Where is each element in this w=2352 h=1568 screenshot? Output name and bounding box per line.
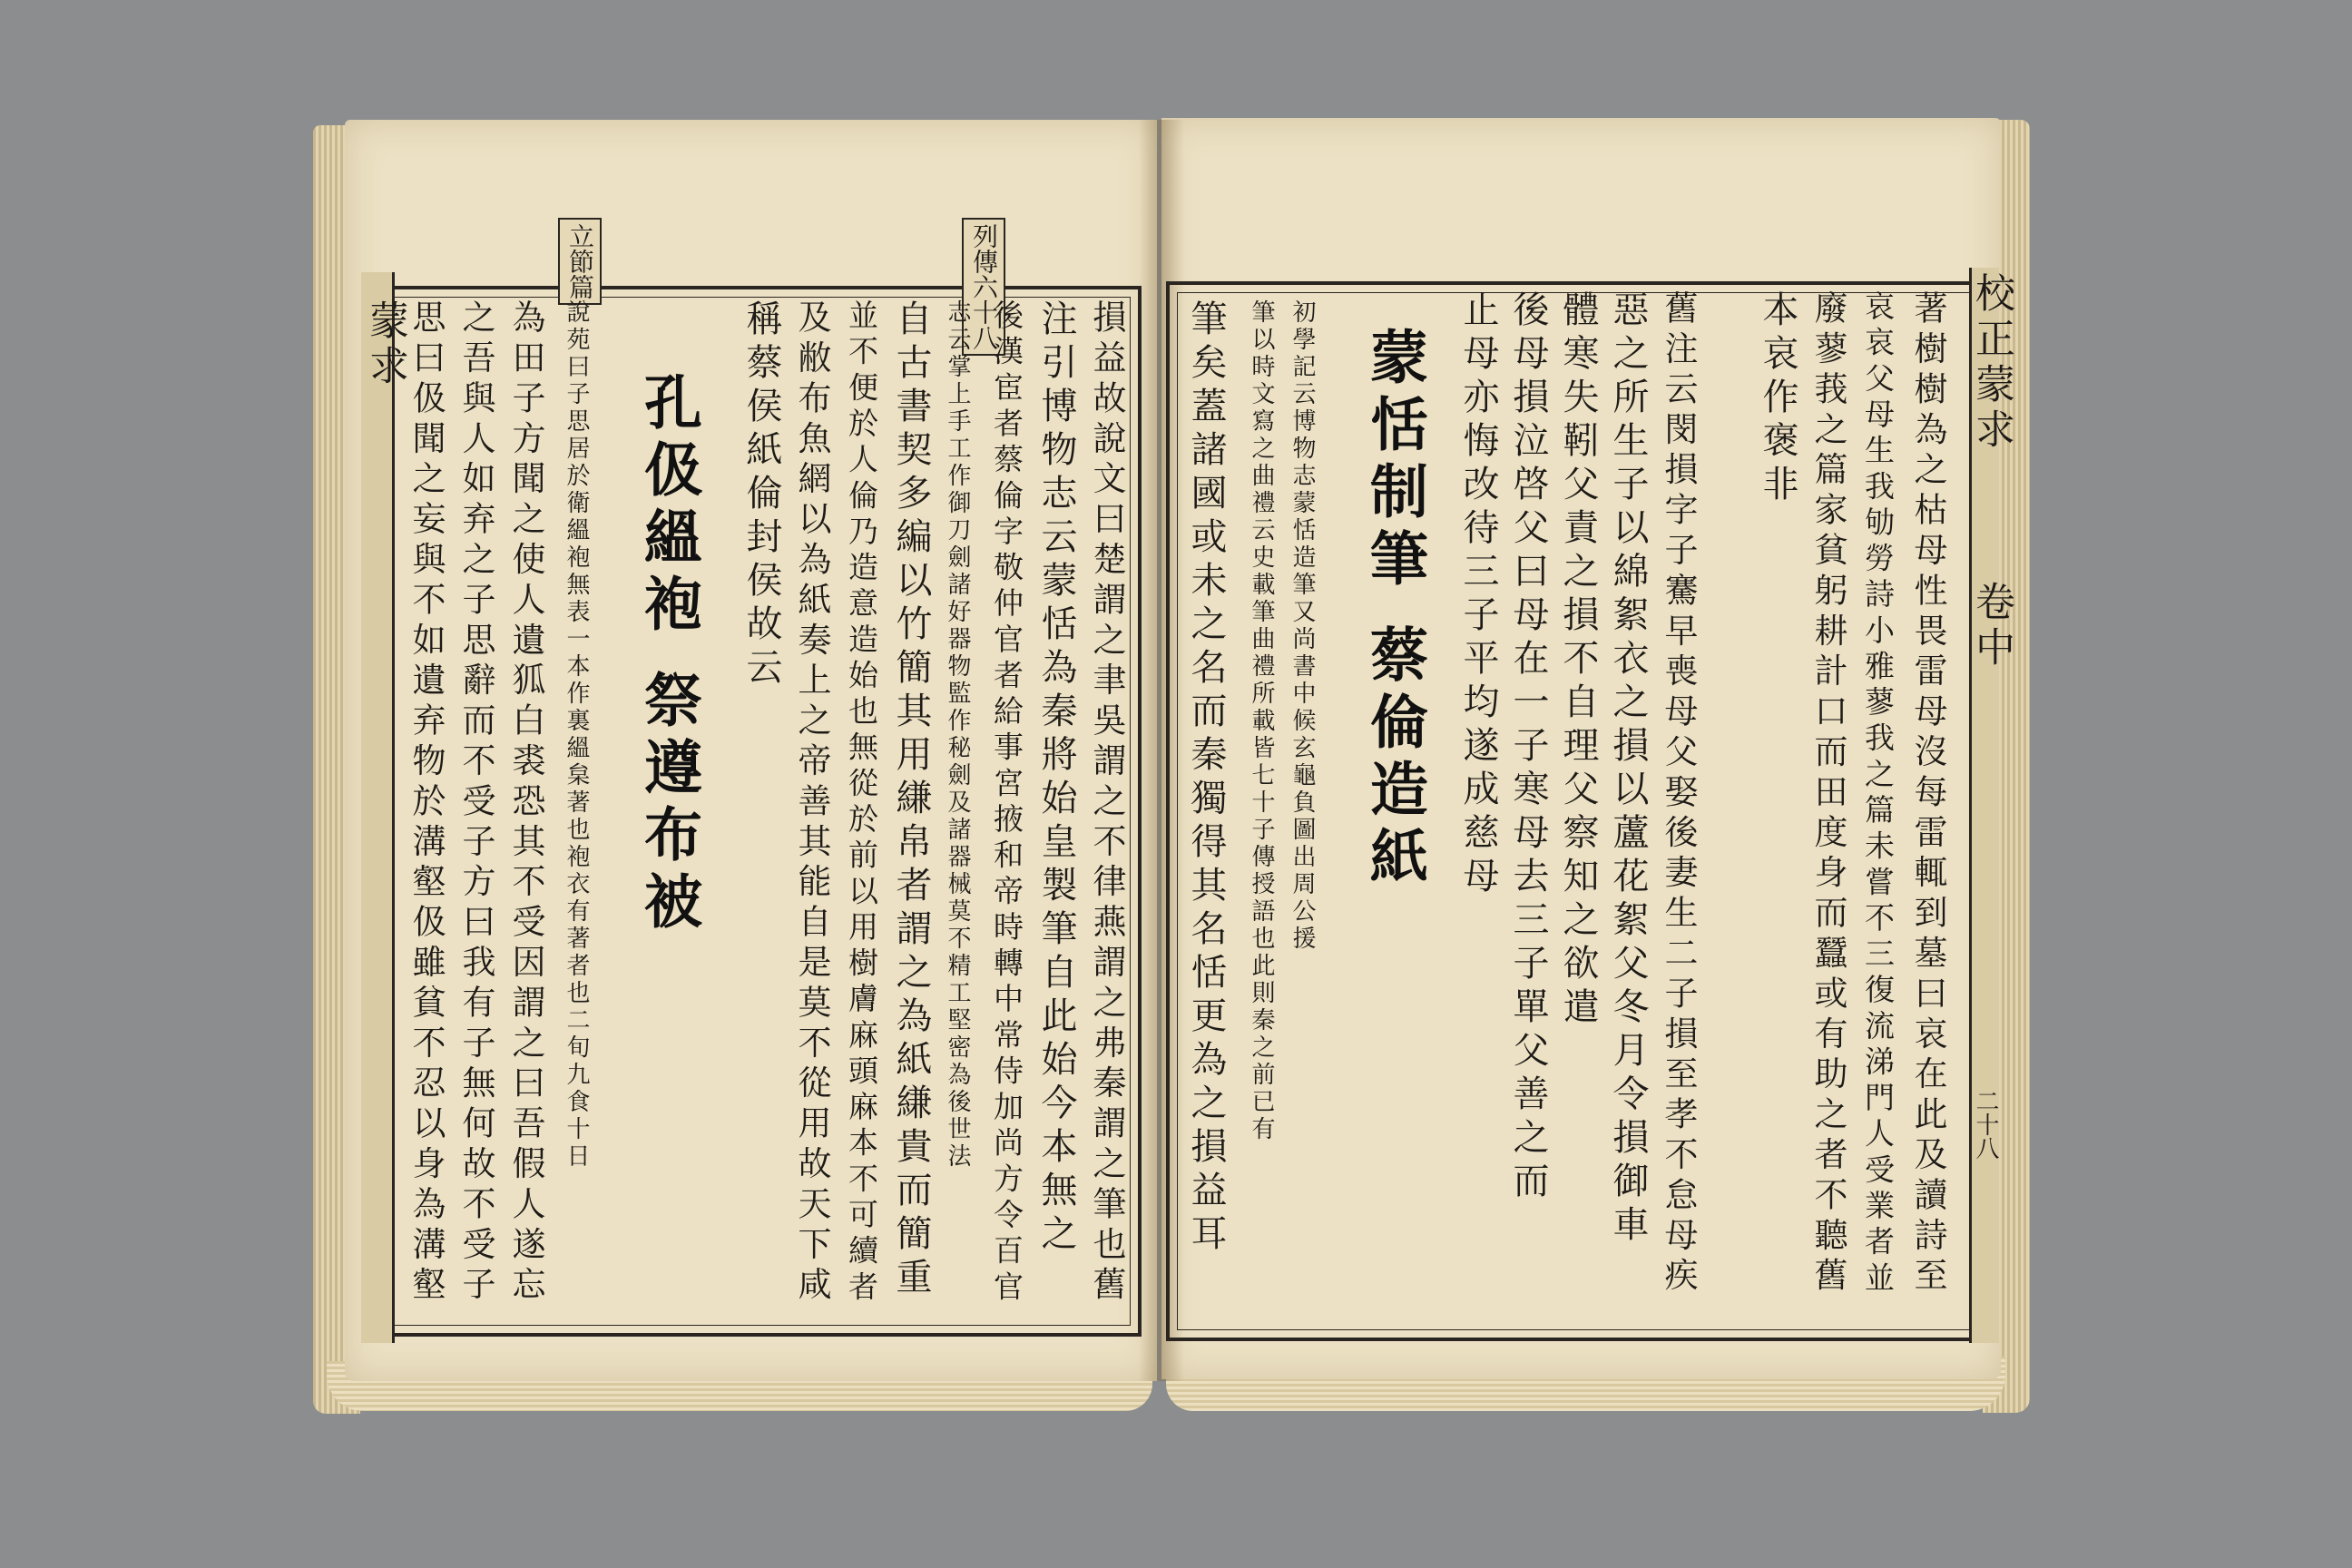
left-col-2: 注引博物志云蒙恬為秦將始皇製筆自此始今本無之 [1035, 299, 1077, 1258]
right-col-6: 惡之所生子以綿絮衣之損以蘆花絮父冬月令損御車 [1607, 290, 1649, 1249]
right-col2-1: 初學記云博物志蒙恬造筆又尚書中候玄龜負圖出周公援 [1289, 299, 1316, 953]
right-col-3: 廢蓼莪之篇家貧躬耕計口而田度身而蠶或有助之者不聽舊 [1808, 290, 1847, 1298]
right-col2-3: 筆矣蓋諸國或未之名而秦獨得其名恬更為之損益耳 [1185, 299, 1227, 1258]
left-col-1: 損益故說文曰楚謂之聿吳謂之不律燕謂之弗秦謂之筆也舊 [1087, 299, 1126, 1307]
left-col-6: 並不便於人倫乃造意造始也無從於前以用樹膚麻頭麻本不可續者 [844, 299, 879, 1307]
right-col-5: 舊注云閔損字子騫早喪母父娶後妻生二子損至孝不怠母疾 [1659, 290, 1698, 1298]
margin-label-lie-zhuan: 列傳六十八 [962, 218, 1005, 356]
left-col-7: 及敝布魚網以為紙奏上之帝善其能自是莫不從用故天下咸 [792, 299, 831, 1307]
right-volume-label: 卷中 [1968, 581, 2014, 671]
right-folio: 二十八 [1972, 1089, 1999, 1160]
left-col-8: 稱蔡侯紙倫封侯故云 [740, 299, 782, 691]
right-col-2: 哀哀父母生我劬勞詩小雅蓼我之篇未嘗不三復流涕門人受業者並 [1860, 290, 1896, 1298]
left-col-4: 志云掌上手工作御刀劍諸好器物監作秘劍及諸器械莫不精工堅密為後世法 [944, 299, 971, 1171]
right-col-7: 體寒失靷父責之損不自理父察知之欲遣 [1557, 290, 1599, 1031]
right-heading: 蒙恬制筆 蔡倫造紙 [1360, 327, 1428, 894]
left-col-3: 後漢宦者蔡倫字敬仲官者給事宮掖和帝時轉中常侍加尚方令百官 [989, 299, 1024, 1307]
left-col2-3: 之吾與人如弃之子思辭而不受子方曰我有子無何故不受子 [456, 299, 495, 1307]
right-col-9: 止母亦悔改待三子平均遂成慈母 [1457, 290, 1499, 900]
right-col2-2: 筆以時文寫之曲禮云史載筆曲禮所載皆七十子傳授語也此則秦之前已有 [1248, 299, 1275, 1143]
left-spine-title: 蒙求 [362, 299, 408, 390]
left-col-5: 自古書契多編以竹簡其用縑帛者謂之為紙縑貴而簡重 [890, 299, 932, 1301]
right-col-8: 後母損泣啓父曰母在一子寒母去三子單父善之而 [1507, 290, 1549, 1205]
left-heading: 孔伋縕袍 祭遵布被 [634, 372, 702, 939]
left-spine-band [361, 272, 395, 1343]
right-spine-title: 校正蒙求 [1968, 272, 2014, 454]
left-col2-2: 為田子方聞之使人遺狐白裘恐其不受因謂之曰吾假人遂忘 [506, 299, 545, 1307]
right-col-4: 本哀作褒非 [1757, 290, 1798, 508]
left-col2-4: 思曰伋聞之妄與不如遺弃物於溝壑伋雖貧不忍以身為溝壑 [407, 299, 446, 1307]
left-col2-1: 說苑曰子思居於衛縕袍無表一本作裏縕枲著也袍衣有著者也二旬九食十日 [563, 299, 590, 1171]
margin-label-li-jie: 立節篇 [558, 218, 602, 305]
right-col-1: 著樹樹為之枯母性畏雷母沒每雷輒到墓曰哀在此及讀詩至 [1908, 290, 1947, 1298]
